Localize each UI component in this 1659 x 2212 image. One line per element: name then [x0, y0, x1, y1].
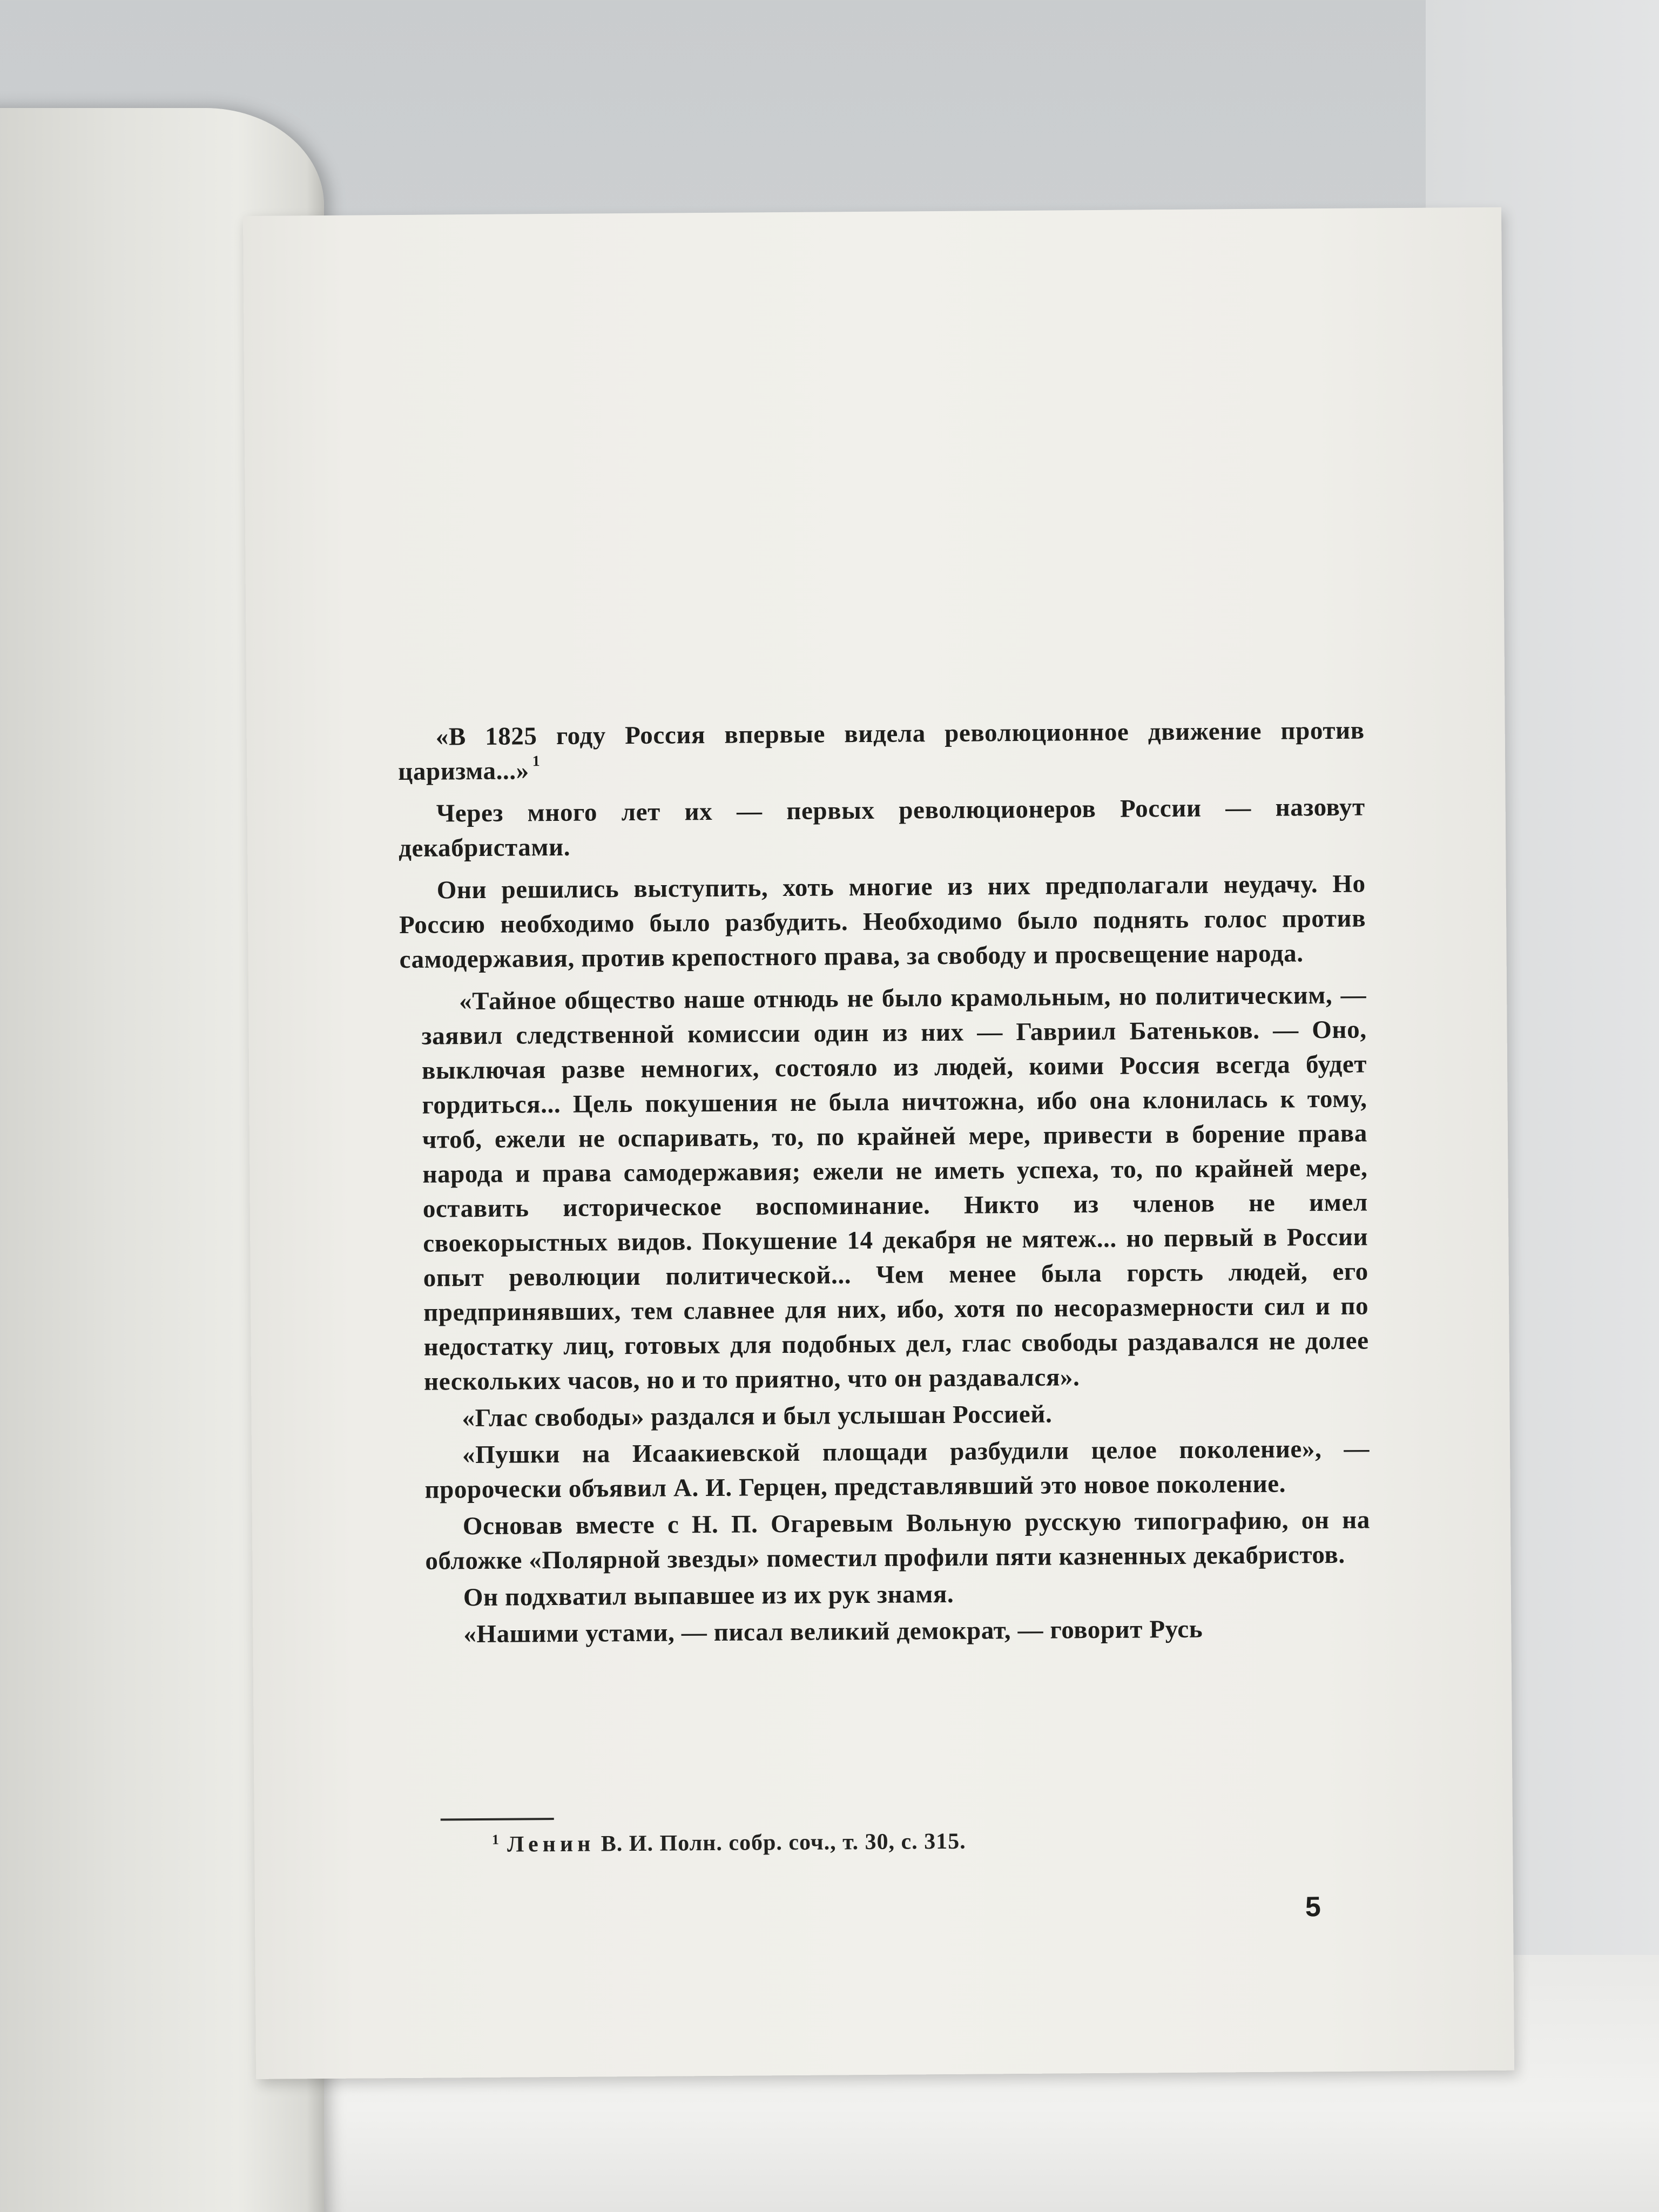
paragraph: Через много лет их — первых революционеров России — назовут декабристами. [399, 793, 1365, 863]
page-number: 5 [1305, 1891, 1321, 1923]
paragraph: «В 1825 году Россия впервые видела революционное движение против царизма...» $^1$ [398, 716, 1365, 786]
paragraph: «Нашими устами, — писал великий демократ, — говорит Русь [463, 1615, 1203, 1649]
paragraph: Он подхватил выпавшее из их рук знамя. [463, 1580, 954, 1612]
book-page [243, 207, 1514, 2079]
footnote-divider [441, 1818, 554, 1820]
quotation-block [421, 978, 1371, 1652]
footnote-author: Ленин [507, 1831, 595, 1857]
paragraph: «Пушки на Исаакиевской площади разбудили целое поколение», — пророчески объявил А. И. Герцен, представлявший это новое поколение. [424, 1434, 1370, 1504]
paragraph-quote: «Тайное общество наше отнюдь не было крамольным, но политическим, — заявил следственной комиссии один из них — Гавриил Батеньков. — Оно, выключая разве немногих, состояло из людей, коими Россия всегда будет гордиться... Цель покушения не была ничтожна, ибо она клонилась к тому, чтоб, ежели не оспаривать, то, по крайней мере, привести в борение права народа и права самодержавия; ежели не иметь успеха, то, по крайней мере, оставить историческое воспоминание. Никто из членов не имел своекорыстных видов. Покушение 14 декабря не мятеж... но первый в России опыт революции политической... Чем менее была горсть людей, его предпринявших, тем славнее для них, ибо, хотя по несоразмерности сил и по недостатку лиц, готовых для подобных дел, глас свободы раздавался не долее нескольких часов, но и то приятно, что он раздавался». [421, 981, 1369, 1396]
footnote-mark: 1 [491, 1831, 500, 1847]
paragraph: Они решились выступить, хоть многие из них предполагали неудачу. Но Россию необходимо было разбудить. Необходимо было поднять голос против самодержавия, против крепостного права, за свободу и просвещение народа. [399, 869, 1366, 974]
paragraph: «Глас свободы» раздался и был услышан Россией. [462, 1400, 1053, 1433]
page-body-text [398, 713, 1371, 1654]
footnote-citation: В. И. Полн. собр. соч., т. 30, с. 315. [601, 1829, 966, 1857]
footnote [492, 1825, 1410, 1858]
paragraph: Основав вместе с Н. П. Огаревым Вольную русскую типографию, он на обложке «Полярной звезды» поместил профили пяти казненных декабристов. [425, 1506, 1371, 1575]
reverse-side-show-through [379, 300, 1397, 696]
footnote-reference: 1 [532, 753, 541, 770]
